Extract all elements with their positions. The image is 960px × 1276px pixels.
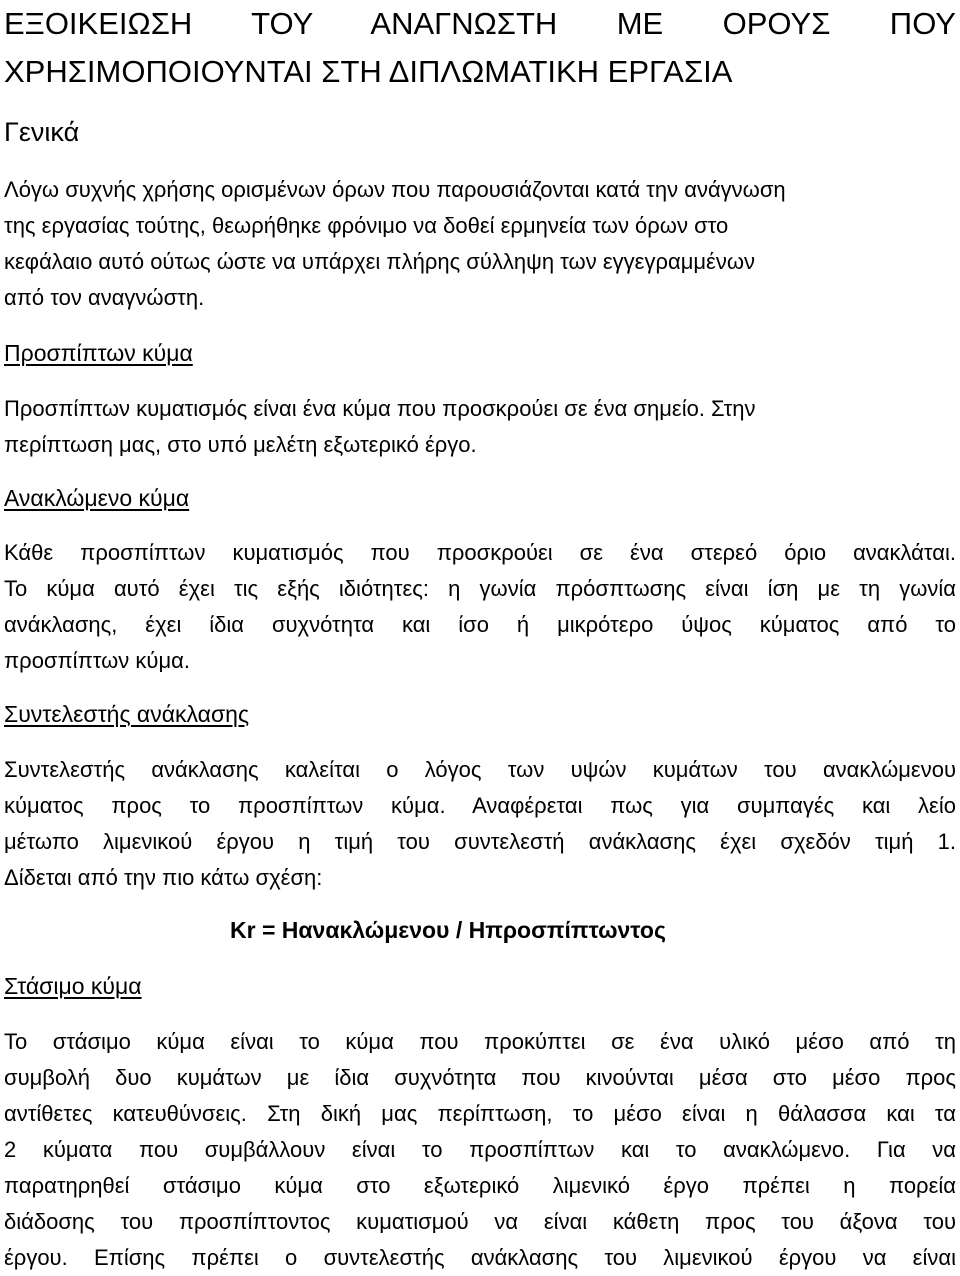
paragraph-line: μέτωπο λιμενικού έργου η τιμή του συντελεστή ανάκλασης έχει σχεδόν τιμή 1.: [4, 829, 956, 854]
paragraph-line: παρατηρηθεί στάσιμο κύμα στο εξωτερικό λιμενικό έργο πρέπει η πορεία: [4, 1173, 956, 1198]
paragraph-line: από τον αναγνώστη.: [4, 285, 205, 310]
paragraph-line: περίπτωση μας, στο υπό μελέτη εξωτερικό έργο.: [4, 432, 477, 457]
paragraph-line: Δίδεται από την πιο κάτω σχέση:: [4, 865, 323, 890]
paragraph-line: 2 κύματα που συμβάλλουν είναι το προσπίπτων και το ανακλώμενο. Για να: [4, 1137, 956, 1162]
paragraph-line: Προσπίπτων κυματισμός είναι ένα κύμα που προσκρούει σε ένα σημείο. Στην: [4, 396, 756, 421]
paragraph-line: Λόγω συχνής χρήσης ορισμένων όρων που παρουσιάζονται κατά την ανάγνωση: [4, 177, 786, 202]
paragraph-line: της εργασίας τούτης, θεωρήθηκε φρόνιμο να δοθεί ερμηνεία των όρων στο: [4, 213, 729, 238]
paragraph-line: Κάθε προσπίπτων κυματισμός που προσκρούει σε ένα στερεό όριο ανακλάται.: [4, 540, 956, 565]
paragraph-line: συμβολή δυο κυμάτων με ίδια συχνότητα που κινούνται μέσα στο μέσο προς: [4, 1065, 956, 1090]
section-heading-reflected-wave: Ανακλώμενο κύμα: [4, 485, 190, 511]
paragraph-reflected-wave: [4, 535, 956, 679]
section-heading-general: Γενικά: [4, 117, 80, 147]
section-heading-standing-wave: Στάσιμο κύμα: [4, 973, 142, 999]
section-heading-incident-wave: Προσπίπτων κύμα: [4, 340, 193, 366]
paragraph-line: Το στάσιμο κύμα είναι το κύμα που προκύπτει σε ένα υλικό μέσο από τη: [4, 1029, 956, 1054]
paragraph-line: προσπίπτων κύμα.: [4, 648, 190, 673]
paragraph-line: ανάκλασης, έχει ίδια συχνότητα και ίσο ή μικρότερο ύψος κύματος από το: [4, 612, 956, 637]
reflection-coefficient-formula: Kr = Hανακλώμενου / Hπροσπίπτωντος: [230, 917, 666, 943]
paragraph-standing-wave: [4, 1024, 956, 1276]
paragraph-general: [4, 172, 956, 316]
section-heading-reflection-coefficient: Συντελεστής ανάκλασης: [4, 701, 250, 727]
document-title: [4, 0, 956, 96]
document-title-line: ΧΡΗΣΙΜΟΠΟΙΟΥΝΤΑΙ ΣΤΗ ΔΙΠΛΩΜΑΤΙΚΗ ΕΡΓΑΣΙΑ: [4, 54, 733, 89]
paragraph-line: κύματος προς το προσπίπτων κύμα. Αναφέρεται πως για συμπαγές και λείο: [4, 793, 956, 818]
paragraph-line: κεφάλαιο αυτό ούτως ώστε να υπάρχει πλήρης σύλληψη των εγγεγραμμένων: [4, 249, 756, 274]
paragraph-line: έργου. Επίσης πρέπει ο συντελεστής ανάκλασης του λιμενικού έργου να είναι: [4, 1245, 956, 1270]
document-title-line: ΕΞΟΙΚΕΙΩΣΗ ΤΟΥ ΑΝΑΓΝΩΣΤΗ ΜΕ ΟΡΟΥΣ ΠΟΥ: [4, 6, 956, 41]
paragraph-line: αντίθετες κατευθύνσεις. Στη δική μας περίπτωση, το μέσο είναι η θάλασσα και τα: [4, 1101, 956, 1126]
paragraph-line: διάδοσης του προσπίπτοντος κυματισμού να είναι κάθετη προς του άξονα του: [4, 1209, 956, 1234]
paragraph-incident-wave: [4, 391, 956, 463]
paragraph-reflection-coefficient: [4, 752, 956, 896]
paragraph-line: Συντελεστής ανάκλασης καλείται ο λόγος των υψών κυμάτων του ανακλώμενου: [4, 757, 956, 782]
paragraph-line: Το κύμα αυτό έχει τις εξής ιδιότητες: η γωνία πρόσπτωσης είναι ίση με τη γωνία: [4, 576, 956, 601]
